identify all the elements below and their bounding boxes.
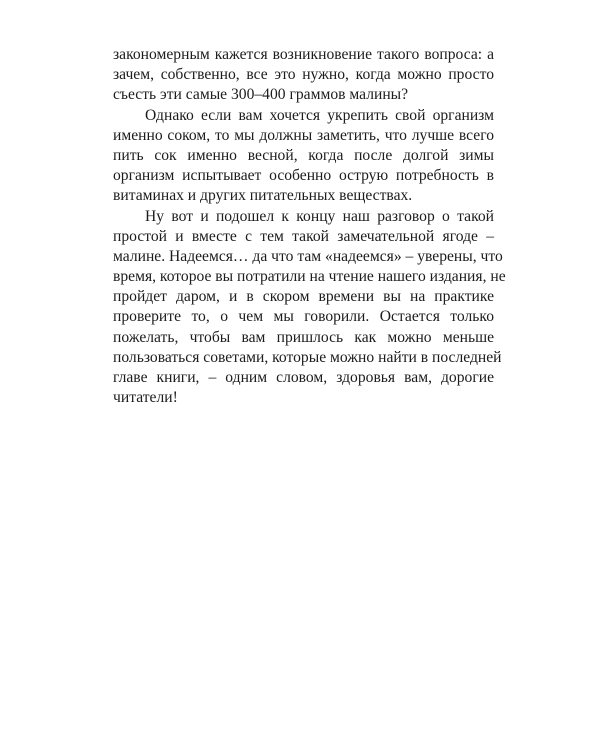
paragraph (113, 207, 506, 409)
text-line: главе книги, – одним словом, здоровья вам, дорогие (113, 369, 494, 386)
text-line: именно соком, то мы должны заметить, что лучше всего (113, 126, 494, 144)
text-line: простой и вместе с тем такой замечательной ягоде – (113, 227, 494, 245)
text-line: закономерным кажется возникновение такого вопроса: а (113, 46, 494, 63)
text-line: витаминах и других питательных веществах. (113, 187, 413, 205)
text-line: проверите то, о чем мы говорили. Остается только (113, 308, 494, 326)
text-line: малине. Надеемся… да что там «надеемся» – уверены, что (113, 247, 503, 265)
text-line: организм испытывает особенно острую потребность в (113, 167, 494, 185)
paragraph (113, 45, 494, 106)
text-line: время, которое вы потратили на чтение нашего издания, не (113, 268, 506, 286)
body-text (113, 45, 506, 408)
text-line: пользоваться советами, которые можно найти в последней (113, 348, 502, 366)
text-line: съесть эти самые 300–400 граммов малины? (113, 86, 409, 104)
text-line: пожелать, чтобы вам пришлось как можно меньше (113, 328, 494, 346)
paragraph (113, 106, 494, 207)
text-line: зачем, собственно, все это нужно, когда можно просто (113, 66, 494, 84)
text-line: Однако если вам хочется укрепить свой организм (145, 106, 494, 124)
text-line: пить сок именно весной, когда после долгой зимы (113, 146, 494, 164)
text-line: Ну вот и подошел к концу наш разговор о такой (145, 207, 494, 225)
text-line: пройдет даром, и в скором времени вы на практике (113, 288, 494, 306)
text-line: читатели! (113, 389, 178, 407)
